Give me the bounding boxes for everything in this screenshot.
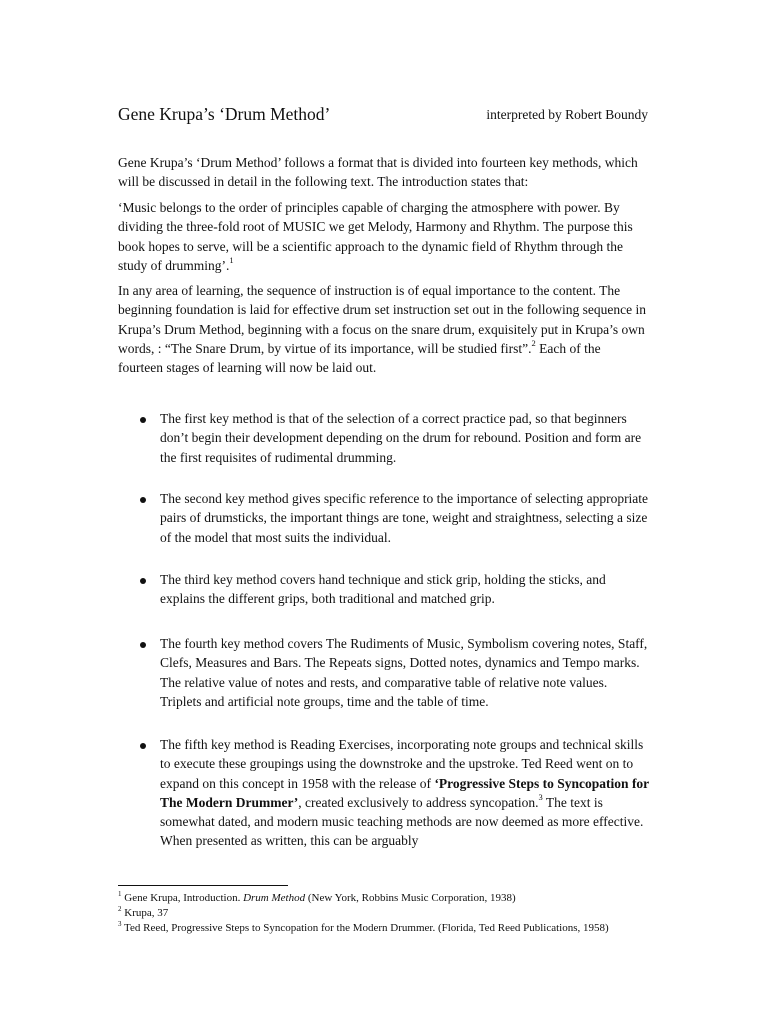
footnote-italic-title: Drum Method [243,892,306,904]
quote-text: ‘Music belongs to the order of principles capable of charging the atmosphere with power. By dividing the three-fold root of MUSIC we get Melody, Harmony and Rhythm. The purpose this book hopes to serve, will be a scientific approach to the dynamic field of Rhythm through the study of drumming’. [118,200,633,273]
list-item-text: The third key method covers hand technique and stick grip, holding the sticks, and explains the different grips, both traditional and matched grip. [160,572,606,607]
bullet-icon [140,578,146,584]
list-item-text-mid: , created exclusively to address syncopation. [298,794,539,810]
list-item-text-start: The fifth key method is Reading Exercises, incorporating note groups and technical skills to execute these groupings using the downstroke and the upstroke. Ted Reed went on to expand on this concept in 1958 with the release of [160,737,644,791]
footnotes [118,891,658,936]
footnote-number: 2 [118,905,122,914]
sequence-tail: Each of the fourteen stages of learning will now be laid out. [118,340,601,376]
sequence-paragraph [118,281,648,377]
footnote-number: 1 [118,890,122,899]
footnote-divider [118,885,288,886]
footnote-ref-2: 2 [531,338,536,349]
page-title: Gene Krupa’s ‘Drum Method’ [118,104,331,124]
footnote-text: Gene Krupa, Introduction. [121,892,244,904]
list-item-text [160,735,650,851]
footnote-number: 3 [118,920,122,929]
bullet-icon [140,642,146,648]
list-item-text: The first key method is that of the selection of a correct practice pad, so that beginners don’t begin their development depending on the drum for rebound. Position and form are the first requisites of rudimental drumming. [160,411,642,465]
intro-text: Gene Krupa’s ‘Drum Method’ follows a format that is divided into fourteen key methods, which will be discussed in detail in the following text. The introduction states that: [118,155,638,190]
bullet-icon [140,417,146,423]
footnote-1 [118,891,658,906]
footnote-ref-1: 1 [229,255,234,266]
document-header [118,104,648,128]
list-item-text-end: The text is somewhat dated, and modern music teaching methods are now deemed as more effective. When presented as written, this can be arguably [160,794,644,849]
footnote-text: (New York, Robbins Music Corporation, 1938) [305,892,516,904]
author-byline: interpreted by Robert Boundy [486,107,648,122]
list-item-text: The fourth key method covers The Rudiments of Music, Symbolism covering notes, Staff, Clefs, Measures and Bars. The Repeats signs, Dotted notes, dynamics and Tempo marks. The relative value of notes and rests, and comparative table of relative note values. Triplets and artificial note groups, time and the table of time. [160,636,648,709]
sequence-text: In any area of learning, the sequence of instruction is of equal importance to the content. The beginning foundation is laid for effective drum set instruction set out in the following sequence in Krupa’s Drum Method, beginning with a focus on the snare drum, exquisitely put in Krupa’s own words, : “The Snare Drum, by virtue of its importance, will be studied first”. [118,283,647,356]
footnote-3 [118,921,658,936]
bullet-icon [140,743,146,749]
quote-paragraph [118,198,648,275]
bullet-icon [140,497,146,503]
footnote-text: Krupa, 37 [121,907,169,919]
footnote-text: Ted Reed, Progressive Steps to Syncopation for the Modern Drummer. (Florida, Ted Reed Publications, 1958) [121,922,609,934]
intro-paragraph [118,153,648,192]
book-title-bold: ‘Progressive Steps to Syncopation for The Modern Drummer’ [160,775,649,810]
footnote-2 [118,906,658,921]
footnote-ref-3: 3 [538,792,543,803]
list-item-text: The second key method gives specific reference to the importance of selecting appropriate pairs of drumsticks, the important things are tone, weight and straightness, selecting a size of the model that most suits the individual. [160,491,649,545]
